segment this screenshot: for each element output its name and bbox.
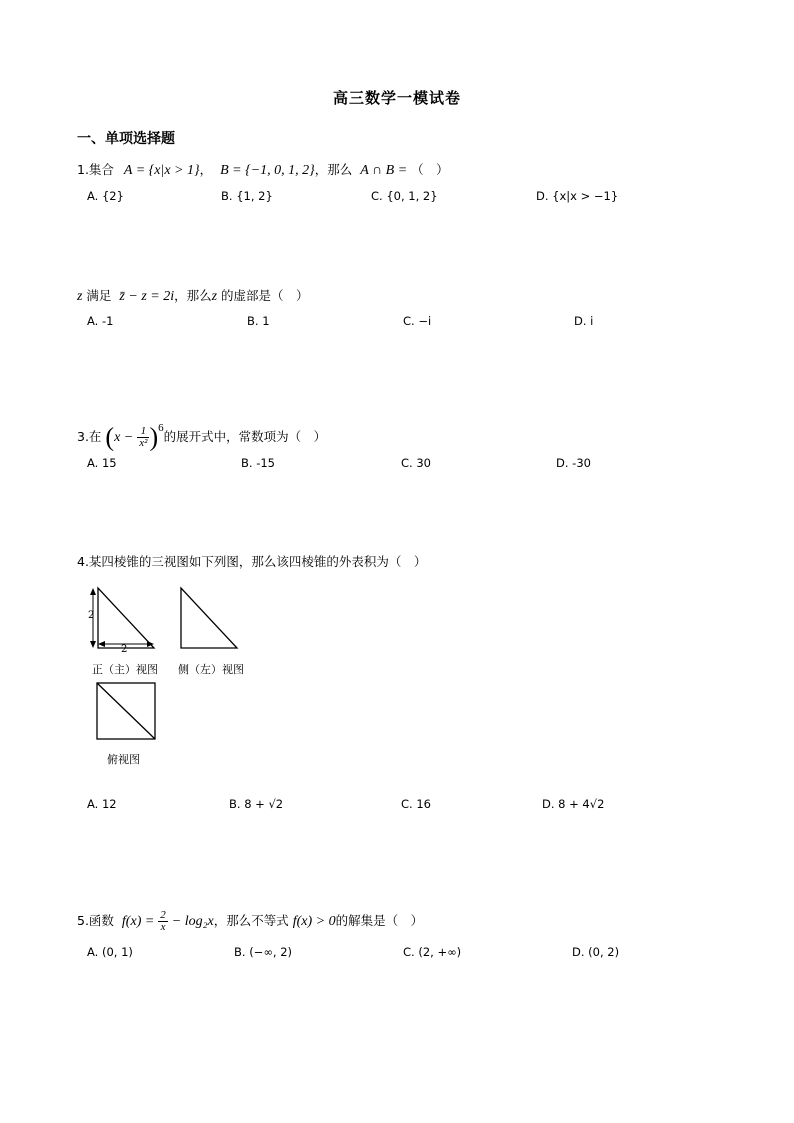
q1-option-b[interactable]: B. {1, 2} (221, 189, 273, 203)
front-view-height-label: 2 (88, 610, 95, 621)
question-4-stem: 4.某四棱锥的三视图如下列图，那么该四棱锥的外表积为（ ） (77, 554, 427, 569)
question-1-stem (77, 161, 449, 180)
page-title: 高三数学一模试卷 (332, 89, 461, 107)
side-view-figure (178, 586, 240, 656)
q3-option-b[interactable]: B. -15 (241, 456, 275, 470)
top-view-caption: 俯视图 (107, 753, 140, 766)
q5-lead: 5.函数 (77, 913, 114, 928)
section-heading: 一、单项选择题 (77, 131, 175, 147)
front-view-width-label: 2 (121, 644, 128, 655)
q5-option-d[interactable]: D. (0, 2) (572, 945, 620, 959)
question-2-stem (77, 287, 309, 306)
q2-option-b[interactable]: B. 1 (247, 314, 270, 328)
q1-set-a: A = {x|x > 1} (123, 163, 200, 178)
q5-fx: f(x) = (121, 914, 155, 929)
q1-sep: ， (199, 162, 213, 177)
q2-option-a[interactable]: A. -1 (87, 314, 114, 328)
q1-lead: 1.集合 (77, 162, 114, 177)
q4-option-c[interactable]: C. 16 (401, 797, 431, 811)
side-view-caption: 侧（左）视图 (178, 663, 244, 676)
q5-option-a[interactable]: A. (0, 1) (87, 945, 133, 959)
q2-option-d[interactable]: D. i (574, 314, 594, 328)
q2-tail: 的虚部是（ ） (217, 288, 309, 303)
q3-option-c[interactable]: C. 30 (401, 456, 431, 470)
q5-mid: ，那么不等式 (213, 913, 289, 928)
q5-tail: 的解集是（ ） (335, 913, 424, 928)
q4-option-d[interactable]: D. 8 + 4√2 (542, 797, 605, 811)
q1-expr: A ∩ B = (360, 163, 408, 178)
q2-lead: 满足 (82, 288, 112, 303)
q4-option-a[interactable]: A. 12 (87, 797, 117, 811)
q5-option-c[interactable]: C. (2, +∞) (403, 945, 462, 959)
q2-expr: z̄ − z = 2i (119, 289, 175, 304)
q5-inequality: f(x) > 0 (292, 914, 336, 929)
q1-option-c[interactable]: C. {0, 1, 2} (371, 189, 438, 203)
q3-option-a[interactable]: A. 15 (87, 456, 117, 470)
top-view-figure (95, 681, 157, 741)
q3-x: x − (114, 430, 134, 445)
q1-set-b: B = {−1, 0, 1, 2} (220, 163, 315, 178)
q1-tail: ，那么 (314, 162, 353, 177)
q2-option-c[interactable]: C. −i (403, 314, 432, 328)
q2-mid: ，那么 (174, 288, 212, 303)
q1-option-d[interactable]: D. {x|x > −1} (536, 189, 619, 203)
q3-option-d[interactable]: D. -30 (556, 456, 591, 470)
q3-fraction: $\frac{1}{\text{x²}}$ (139, 425, 148, 449)
question-5-stem (77, 908, 423, 935)
q2-var: z (77, 289, 83, 304)
q5-option-b[interactable]: B. (−∞, 2) (234, 945, 293, 959)
q5-log: − log₂x (171, 914, 214, 929)
q3-tail: 的展开式中，常数项为（ ） (163, 429, 327, 444)
front-view-caption: 正（主）视图 (92, 663, 158, 676)
q1-blank: （ ） (411, 162, 449, 177)
q5-fraction: $\frac{2}{x}$ (160, 909, 166, 933)
question-3-stem: 3.在 (x − $\frac{1}{\text{x²}}$ )$^6$的展开式中，常数项为（ ） (77, 422, 327, 452)
q1-option-a[interactable]: A. {2} (87, 189, 124, 203)
q3-lead: 3.在 (77, 429, 102, 444)
q4-option-b[interactable]: B. 8 + √2 (229, 797, 284, 811)
q2-var2: z (211, 289, 218, 304)
q3-power: 6 (158, 422, 164, 434)
